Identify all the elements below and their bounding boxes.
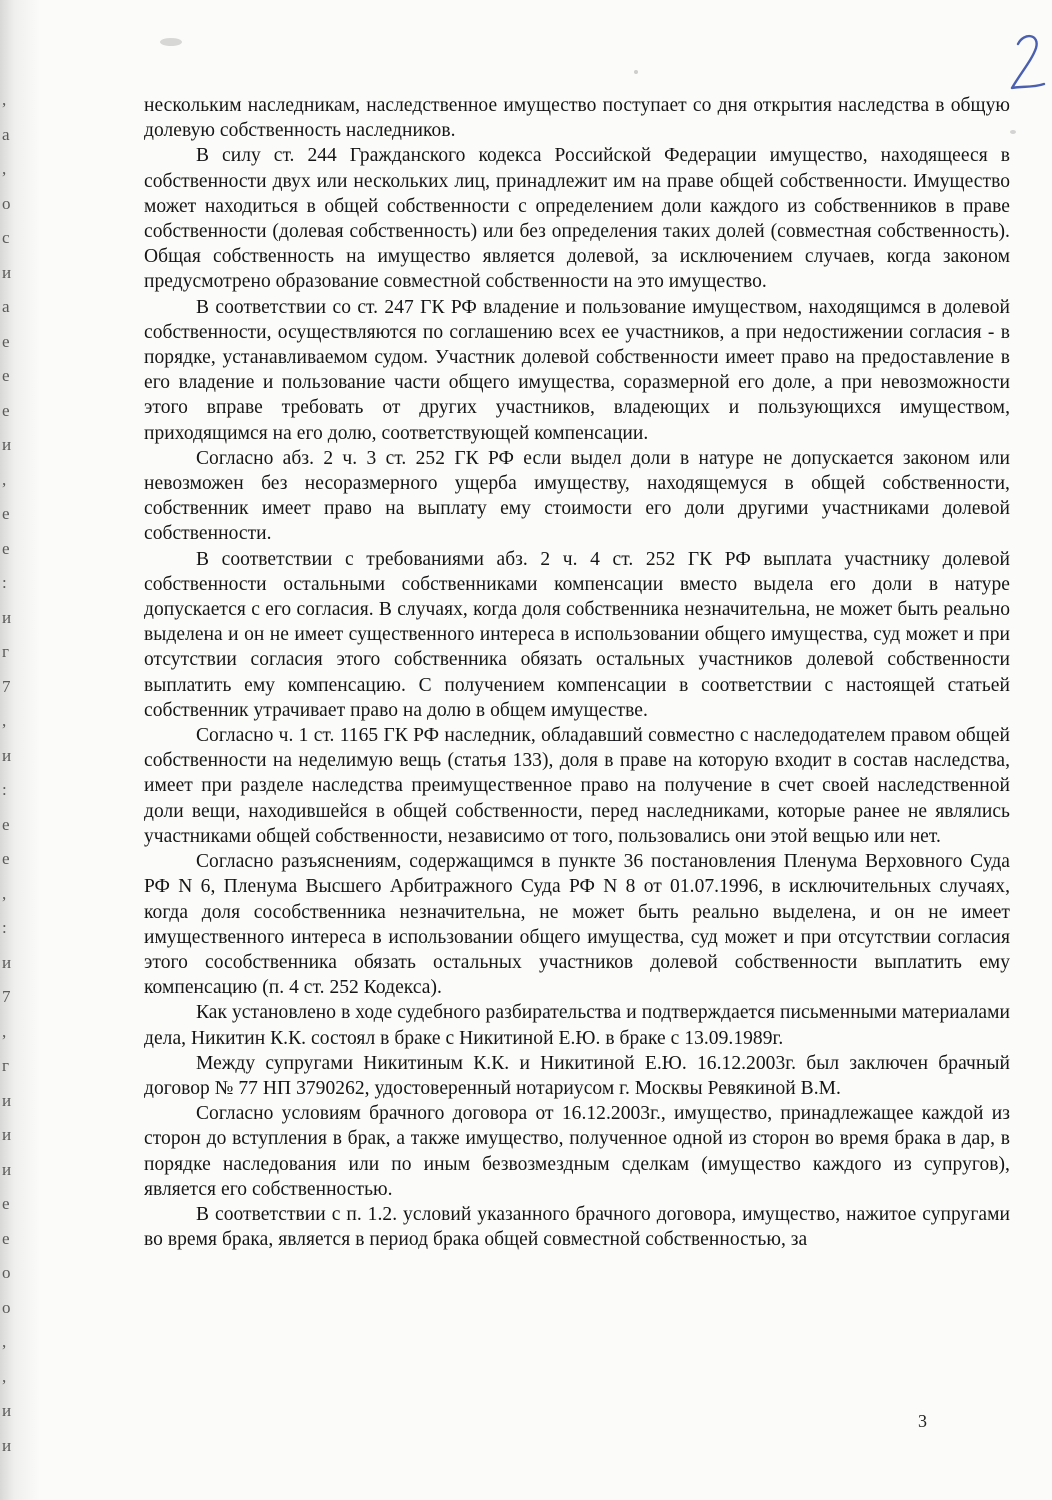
margin-bleed-glyph: ,: [2, 90, 7, 109]
margin-bleed-glyph: e: [2, 849, 10, 868]
margin-bleed-glyph: и: [2, 608, 12, 627]
margin-bleed-glyph: :: [2, 780, 7, 799]
margin-bleed-glyph: e: [2, 1194, 10, 1213]
margin-bleed-glyph: и: [2, 746, 12, 765]
margin-bleed-glyph: г: [2, 1056, 9, 1075]
scan-speck: [634, 70, 638, 74]
margin-bleed-glyph: ,: [2, 159, 7, 178]
margin-bleed-glyph: o: [2, 1298, 11, 1317]
paragraph: Согласно ч. 1 ст. 1165 ГК РФ наследник, обладавший совместно с наследодателем правом общей собственности на неделимую вещь (статья 133), доля в праве на которую входит в состав наследства, имеет при разделе наследства преимущественное право на получение в счет своей наследственной доли вещи, находившейся в общей собственности, перед наследниками, которые ранее не являлись участниками общей собственности, независимо от того, пользовались они этой вещью или нет.: [144, 725, 1010, 847]
margin-bleed-glyph: a: [2, 125, 10, 144]
margin-bleed-glyph: и: [2, 1125, 12, 1144]
paragraph: В соответствии со ст. 247 ГК РФ владение и пользование имуществом, находящимся в долевой собственности, осуществляются по соглашению всех ее участников, а при недостижении согласия - в порядке, устанавливаемом судом. Участник долевой собственности имеет право на предоставление в его владение и пользование части общего имущества, соразмерной его доле, а при невозможности этого вправе требовать от других участников, владеющих и пользующихся имуществом, приходящимся на его долю, соответствующей компенсации.: [144, 296, 1010, 444]
margin-bleed-glyph: и: [2, 435, 12, 454]
margin-bleed-glyph: ,: [2, 470, 7, 489]
margin-bleed-glyph: 7: [2, 987, 11, 1006]
margin-bleed-glyph: и: [2, 263, 12, 282]
margin-bleed-glyph: :: [2, 918, 7, 937]
margin-bleed-glyph: г: [2, 642, 9, 661]
paragraph: нескольким наследникам, наследственное имущество поступает со дня открытия наследства в общую долевую собственность наследников.: [144, 95, 1010, 142]
margin-bleed-glyph: e: [2, 1229, 10, 1248]
margin-bleed-glyph: e: [2, 815, 10, 834]
margin-bleed-glyph: ,: [2, 884, 7, 903]
margin-bleed-through: [2, 90, 16, 1480]
margin-bleed-glyph: :: [2, 573, 7, 592]
scan-speck: [1010, 130, 1016, 134]
margin-bleed-glyph: e: [2, 539, 10, 558]
document-body: [144, 93, 1010, 1252]
margin-bleed-glyph: a: [2, 297, 10, 316]
margin-bleed-glyph: o: [2, 1263, 11, 1282]
paragraph: В соответствии с требованиями абз. 2 ч. 4 ст. 252 ГК РФ выплата участнику долевой собственности остальными собственниками компенсации вместо выдела его доли в натуре допускается с его согласия. В случаях, когда доля собственника незначительна, не может быть реально выделена и он не имеет существенного интереса в использовании общего имущества, суд может и при отсутствии согласия этого собственника обязать остальных участников долевой собственности выплатить ему компенсацию. С получением компенсации в соответствии с настоящей статьей собственник утрачивает право на долю в общем имуществе.: [144, 548, 1010, 721]
margin-bleed-glyph: ,: [2, 711, 7, 730]
margin-bleed-glyph: e: [2, 504, 10, 523]
paragraph: Согласно абз. 2 ч. 3 ст. 252 ГК РФ если выдел доли в натуре не допускается законом или невозможен без несоразмерного ущерба имуществу, находящемуся в общей собственности, собственник имеет право на выплату ему стоимости его доли другими участниками долевой собственности.: [144, 447, 1010, 545]
margin-bleed-glyph: e: [2, 332, 10, 351]
margin-bleed-glyph: и: [2, 1091, 12, 1110]
margin-bleed-glyph: 7: [2, 677, 11, 696]
margin-bleed-glyph: e: [2, 366, 10, 385]
margin-bleed-glyph: e: [2, 401, 10, 420]
paragraph: В соответствии с п. 1.2. условий указанного брачного договора, имущество, нажитое супругами во время брака, является в период брака общей совместной собственностью, за: [144, 1203, 1010, 1251]
margin-bleed-glyph: ,: [2, 1022, 7, 1041]
paragraph: Между супругами Никитиным К.К. и Никитиной Е.Ю. 16.12.2003г. был заключен брачный договор № 77 НП 3790262, удостоверенный нотариусом г. Москвы Ревякиной В.М.: [144, 1052, 1010, 1099]
margin-bleed-glyph: и: [2, 1160, 12, 1179]
margin-bleed-glyph: o: [2, 194, 11, 213]
paragraph: Согласно условиям брачного договора от 16.12.2003г., имущество, принадлежащее каждой из сторон до вступления в брак, а также имущество, полученное одной из сторон во время брака в дар, в порядке наследования или по иным безвозмездным сделкам (имущество каждого из супругов), является его собственностью.: [144, 1103, 1010, 1200]
margin-bleed-glyph: и: [2, 1401, 12, 1420]
margin-bleed-glyph: ,: [2, 1367, 7, 1386]
paragraph: Согласно разъяснениям, содержащимся в пункте 36 постановления Пленума Верховного Суда РФ N 6, Пленума Высшего Арбитражного Суда РФ N 8 от 01.07.1996, в исключительных случаях, когда доля сособственника незначительна, не может быть реально выделена, и он не имеет имущественного интереса в использовании общего имущества, суд может и при отсутствии согласия этого сособственника обязать остальных участников долевой собственности выплатить ему компенсацию (п. 4 ст. 252 Кодекса).: [144, 851, 1010, 999]
margin-bleed-glyph: и: [2, 1436, 12, 1455]
margin-bleed-glyph: и: [2, 953, 12, 972]
paragraph: Как установлено в ходе судебного разбирательства и подтверждается письменными материалами дела, Никитин К.К. состоял в браке с Никитиной Е.Ю. в браке с 13.09.1989г.: [144, 1002, 1010, 1049]
page-number: 3: [918, 1411, 927, 1431]
margin-bleed-glyph: c: [2, 228, 10, 247]
scan-speck: [160, 38, 182, 46]
handwritten-page-mark: [1000, 30, 1050, 100]
margin-bleed-glyph: ,: [2, 1332, 7, 1351]
paragraph: В силу ст. 244 Гражданского кодекса Российской Федерации имущество, находящееся в собственности двух или нескольких лиц, принадлежит им на праве общей собственности. Имущество может находиться в общей собственности с определением доли каждого из собственников в праве собственности (долевая собственность) или без определения таких долей (совместная собственность). Общая собственность на имущество является долевой, за исключением случаев, когда законом предусмотрено образование совместной собственности на это имущество.: [144, 145, 1010, 293]
